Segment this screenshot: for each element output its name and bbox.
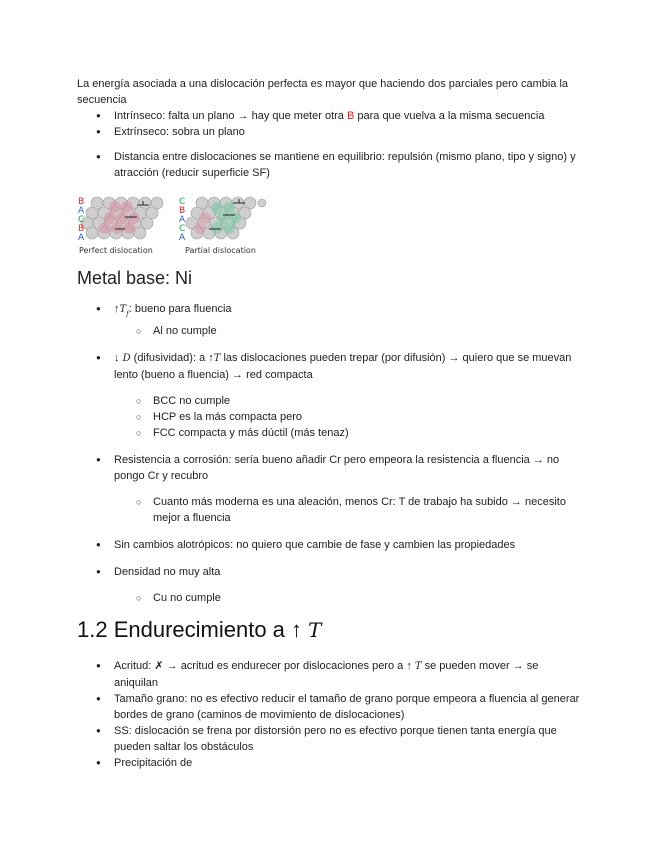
diff-arrow: ↓ — [114, 352, 120, 364]
metal-list-a — [77, 301, 582, 339]
diff-text: las dislocaciones pueden trepar (por difusión) → quiero que se muevan lento (bueno a fluencia) → red compacta — [114, 352, 572, 381]
acritud-symbol: T — [414, 661, 422, 672]
left-letter-3: B — [78, 224, 85, 234]
section-arrow: ↑ — [291, 617, 303, 642]
list-item-diffusivity — [77, 350, 582, 383]
metal-list-c — [77, 452, 582, 484]
partial-dislocation-diagram — [179, 197, 266, 255]
tf-arrow: ↑ — [114, 303, 120, 315]
document-page — [77, 76, 582, 771]
dislocation-figure — [77, 191, 267, 257]
left-letter-1: A — [78, 206, 85, 216]
section-heading — [77, 616, 582, 644]
list-item-density: ● Densidad no muy alta — [77, 564, 582, 580]
intrinsic-letter: B — [346, 110, 355, 122]
list-item-grain: ● Tamaño grano: no es efectivo reducir el tamaño de grano porque empeora a fluencia al generar bordes de grano (caminos de movimiento de dislocaciones) — [77, 691, 582, 723]
right-letter-1: B — [179, 206, 186, 216]
acritud-before: Acritud: — [114, 660, 155, 672]
list-item-cu: ○ Cu no cumple — [77, 590, 582, 606]
acritud-cross: ✗ — [154, 660, 164, 672]
list-item-intrinsic — [77, 108, 582, 124]
list-item-tf — [77, 301, 582, 318]
perfect-caption: Perfect dislocation — [79, 246, 153, 255]
tf-symbol: T — [119, 304, 127, 315]
metal-list-e — [77, 564, 582, 580]
list-item-distance: ● Distancia entre dislocaciones se mantiene en equilibrio: repulsión (mismo plano, tipo y signo) y atracción (reducir superficie SF) — [77, 149, 582, 181]
metal-list-d — [77, 537, 582, 553]
stacking-list — [77, 108, 582, 140]
list-item-ss: ● SS: dislocación se frena por distorsión pero no es efectivo porque tienen tanta energía que pueden saltar los obstáculos — [77, 723, 582, 755]
density-sublist — [77, 590, 582, 606]
list-item-bcc: ○ BCC no cumple — [77, 393, 582, 409]
right-letter-2: A — [179, 215, 186, 225]
acritud-arrow: ↑ — [406, 660, 412, 672]
partial-caption: Partial dislocation — [185, 246, 256, 255]
diff-symbol: D — [122, 353, 131, 364]
list-item-fcc: ○ FCC compacta y más dúctil (más tenaz) — [77, 425, 582, 441]
hardening-list — [77, 658, 582, 771]
metal-base-heading: Metal base: Ni — [77, 268, 193, 288]
tf-sub: f — [126, 310, 129, 318]
left-letter-2: C — [78, 215, 85, 225]
list-item-al: ○ Al no cumple — [77, 323, 582, 339]
list-item-corrosion: ● Resistencia a corrosión: sería bueno añadir Cr pero empeora la resistencia a fluencia → no pongo Cr y recubro — [77, 452, 582, 484]
corrosion-sublist — [77, 494, 582, 526]
intrinsic-after: para que vuelva a la misma secuencia — [354, 110, 545, 122]
list-item-allotropic: ● Sin cambios alotrópicos: no quiero que cambie de fase y cambien las propiedades — [77, 537, 582, 553]
distance-list — [77, 149, 582, 181]
list-item-hcp: ○ HCP es la más compacta pero — [77, 409, 582, 425]
right-letter-0: C — [179, 197, 186, 207]
diff-symbol2: T — [213, 353, 221, 364]
right-letter-3: C — [179, 224, 186, 234]
perfect-dislocation-diagram — [78, 197, 163, 255]
section-title: 1.2 Endurecimiento a — [77, 617, 292, 642]
left-letter-0: B — [78, 197, 85, 207]
acritud-end: se pueden mover → se aniquilan — [114, 660, 539, 689]
left-letter-4: A — [78, 233, 85, 243]
intrinsic-before: Intrínseco: falta un plano → hay que meter otra — [114, 110, 347, 122]
intro-paragraph: La energía asociada a una dislocación perfecta es mayor que haciendo dos parciales pero cambia la secuencia — [77, 78, 569, 106]
list-item-modern: ○ Cuanto más moderna es una aleación, menos Cr: T de trabajo ha subido → necesito mejor a fluencia — [77, 494, 582, 526]
right-letter-4: A — [179, 233, 186, 243]
diff-mid: (difusividad): a — [130, 352, 209, 364]
list-item-precip: ● Precipitación de — [77, 755, 582, 771]
metal-list-b — [77, 350, 582, 383]
list-item-extrinsic: ● Extrínseco: sobra un plano — [77, 124, 582, 140]
diff-arrow2: ↑ — [208, 352, 214, 364]
section-symbol: T — [308, 618, 322, 642]
structure-list — [77, 393, 582, 441]
tf-text: : bueno para fluencia — [128, 303, 232, 315]
list-item-acritud — [77, 658, 582, 691]
acritud-after: → acritud es endurecer por dislocaciones pero a — [163, 660, 407, 672]
